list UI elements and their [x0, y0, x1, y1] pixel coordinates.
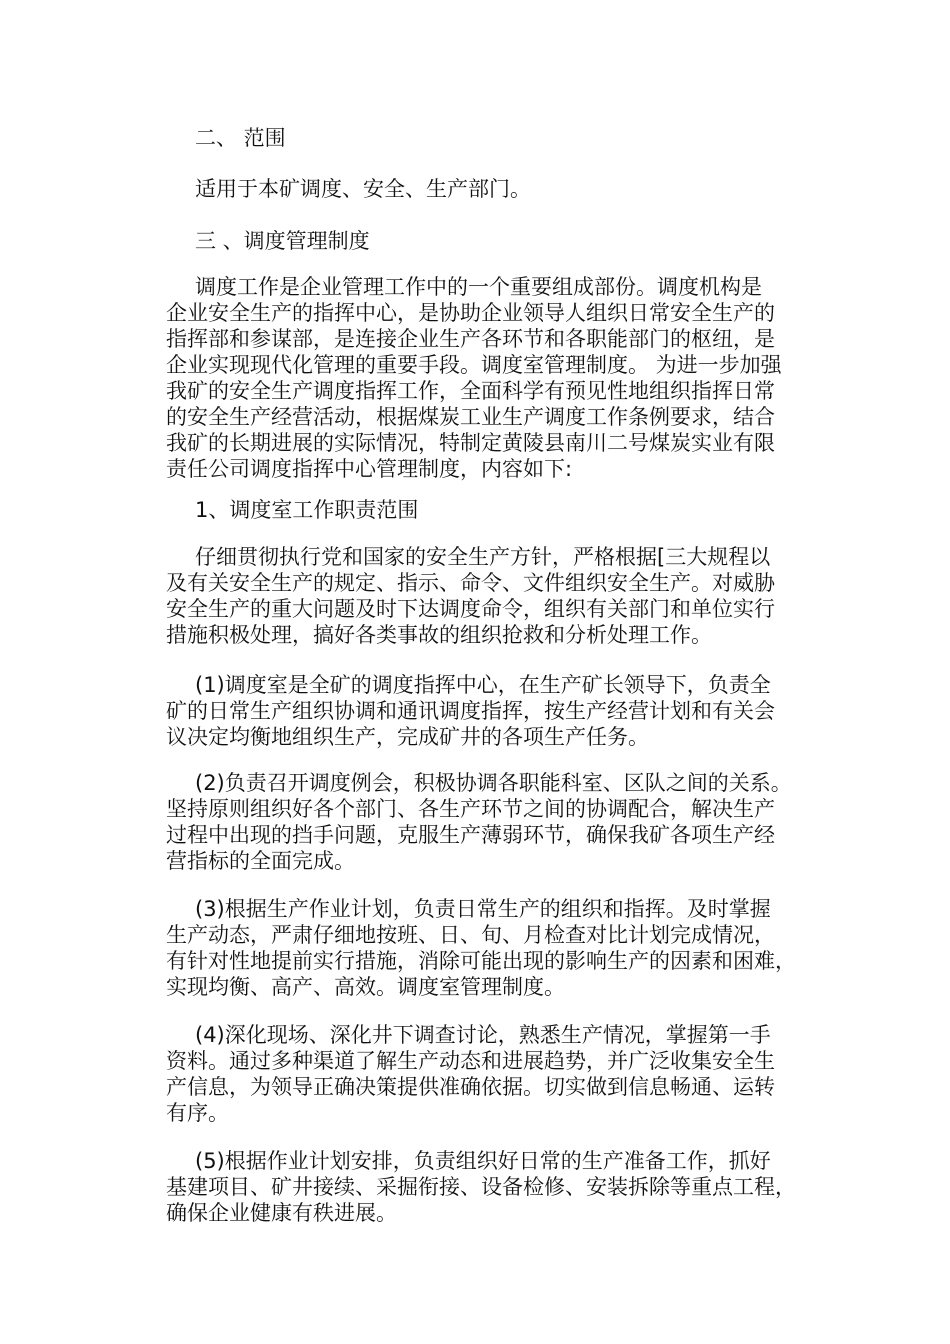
paragraph-line: 有针对性地提前实行措施，消除可能出现的影响生产的因素和困难，	[166, 949, 796, 973]
section-heading-scope: 二、 范围	[195, 126, 286, 150]
paragraph-line: 实现均衡、高产、高效。调度室管理制度。	[166, 975, 565, 999]
paragraph-line: 企业实现现代化管理的重要手段。调度室管理制度。 为进一步加强	[166, 353, 782, 377]
paragraph-line: (1)调度室是全矿的调度指挥中心，在生产矿长领导下，负责全	[195, 673, 771, 697]
paragraph-line: 我矿的安全生产调度指挥工作，全面科学有预见性地组织指挥日常	[166, 379, 775, 403]
paragraph-line: (5)根据作业计划安排，负责组织好日常的生产准备工作，抓好	[195, 1149, 771, 1173]
paragraph-line: 资料。通过多种渠道了解生产动态和进展趋势，并广泛收集安全生	[166, 1049, 775, 1073]
paragraph-line: 坚持原则组织好各个部门、各生产环节之间的协调配合，解决生产	[166, 797, 775, 821]
paragraph-line: 企业安全生产的指挥中心，是协助企业领导人组织日常安全生产的	[166, 301, 775, 325]
paragraph-line: 产信息，为领导正确决策提供准确依据。切实做到信息畅通、运转	[166, 1075, 775, 1099]
paragraph-line: 仔细贯彻执行党和国家的安全生产方针，严格根据[三大规程以	[195, 545, 771, 569]
paragraph-line: 及有关安全生产的规定、指示、命令、文件组织安全生产。对威胁	[166, 571, 775, 595]
paragraph-line: 我矿的长期进展的实际情况，特制定黄陵县南川二号煤炭实业有限	[166, 431, 775, 455]
subsection-heading-duties: 1、调度室工作职责范围	[195, 498, 419, 522]
paragraph-line: 确保企业健康有秩进展。	[166, 1201, 397, 1225]
paragraph-line: 指挥部和参谋部，是连接企业生产各环节和各职能部门的枢纽，是	[166, 327, 775, 351]
scope-text: 适用于本矿调度、安全、生产部门。	[195, 177, 531, 201]
section-heading-dispatch-system: 三 、调度管理制度	[195, 229, 370, 253]
paragraph-line: 调度工作是企业管理工作中的一个重要组成部份。调度机构是	[195, 275, 762, 299]
paragraph-line: 有序。	[166, 1101, 229, 1125]
paragraph-line: 生产动态，严肃仔细地按班、日、旬、月检查对比计划完成情况，	[166, 923, 775, 947]
paragraph-line: 过程中出现的挡手问题，克服生产薄弱环节，确保我矿各项生产经	[166, 823, 775, 847]
paragraph-line: 议决定均衡地组织生产，完成矿井的各项生产任务。	[166, 725, 649, 749]
paragraph-line: 的安全生产经营活动，根据煤炭工业生产调度工作条例要求，结合	[166, 405, 775, 429]
paragraph-line: 矿的日常生产组织协调和通讯调度指挥，按生产经营计划和有关会	[166, 699, 775, 723]
paragraph-line: 措施积极处理，搞好各类事故的组织抢救和分析处理工作。	[166, 623, 712, 647]
paragraph-line: (4)深化现场、深化井下调查讨论，熟悉生产情况，掌握第一手	[195, 1023, 771, 1047]
paragraph-line: (3)根据生产作业计划，负责日常生产的组织和指挥。及时掌握	[195, 897, 771, 921]
paragraph-line: 责任公司调度指挥中心管理制度，内容如下:	[166, 457, 573, 481]
paragraph-line: 安全生产的重大问题及时下达调度命令，组织有关部门和单位实行	[166, 597, 775, 621]
paragraph-line: (2)负责召开调度例会，积极协调各职能科室、区队之间的关系。	[195, 771, 792, 795]
paragraph-line: 营指标的全面完成。	[166, 849, 355, 873]
paragraph-line: 基建项目、矿井接续、采掘衔接、设备检修、安装拆除等重点工程，	[166, 1175, 796, 1199]
